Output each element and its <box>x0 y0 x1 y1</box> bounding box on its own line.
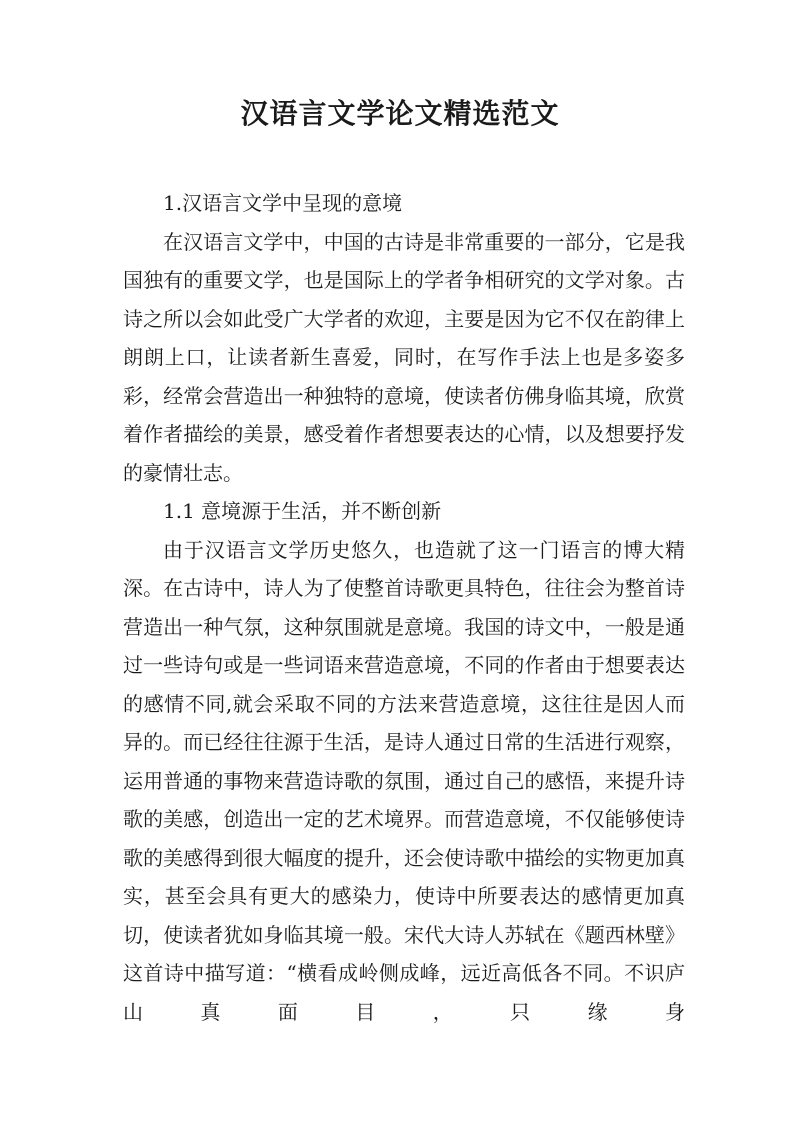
paragraph-2: 由于汉语言文学历史悠久，也造就了这一门语言的博大精深。在古诗中，诗人为了使整首诗歌更具特色，往往会为整首诗营造出一种气氛，这种氛围就是意境。我国的诗文中，一般是通过一些诗句或是一些词语来营造意境，不同的作者由于想要表达的感情不同,就会采取不同的方法来营造意境，这往往是因人而异的。而已经往往源于生活，是诗人通过日常的生活进行观察，运用普通的事物来营造诗歌的氛围，通过自己的感悟，来提升诗歌的美感，创造出一定的艺术境界。而营造意境，不仅能够使诗歌的美感得到很大幅度的提升，还会使诗歌中描绘的实物更加真实，甚至会具有更大的感染力，使诗中所要表达的感情更加真切，使读者犹如身临其境一般。宋代大诗人苏轼在《题西林壁》这首诗中描写道：“横看成岭侧成峰，远近高低各不同。不识庐山真面目，只缘身 <box>123 537 685 1024</box>
section-heading-1: 1.汉语言文学中呈现的意境 <box>163 191 403 215</box>
document-title: 汉语言文学论文精选范文 <box>240 97 560 130</box>
document-body <box>123 184 685 1031</box>
section-heading-1-1: 1.1 意境源于生活，并不断创新 <box>163 499 442 523</box>
paragraph-1: 在汉语言文学中，中国的古诗是非常重要的一部分，它是我国独有的重要文学，也是国际上的学者争相研究的文学对象。古诗之所以会如此受广大学者的欢迎，主要是因为它不仅在韵律上朗朗上口，让读者新生喜爱，同时，在写作手法上也是多姿多彩，经常会营造出一种独特的意境，使读者仿佛身临其境，欣赏着作者描绘的美景，感受着作者想要表达的心情，以及想要抒发的豪情壮志。 <box>123 229 685 485</box>
